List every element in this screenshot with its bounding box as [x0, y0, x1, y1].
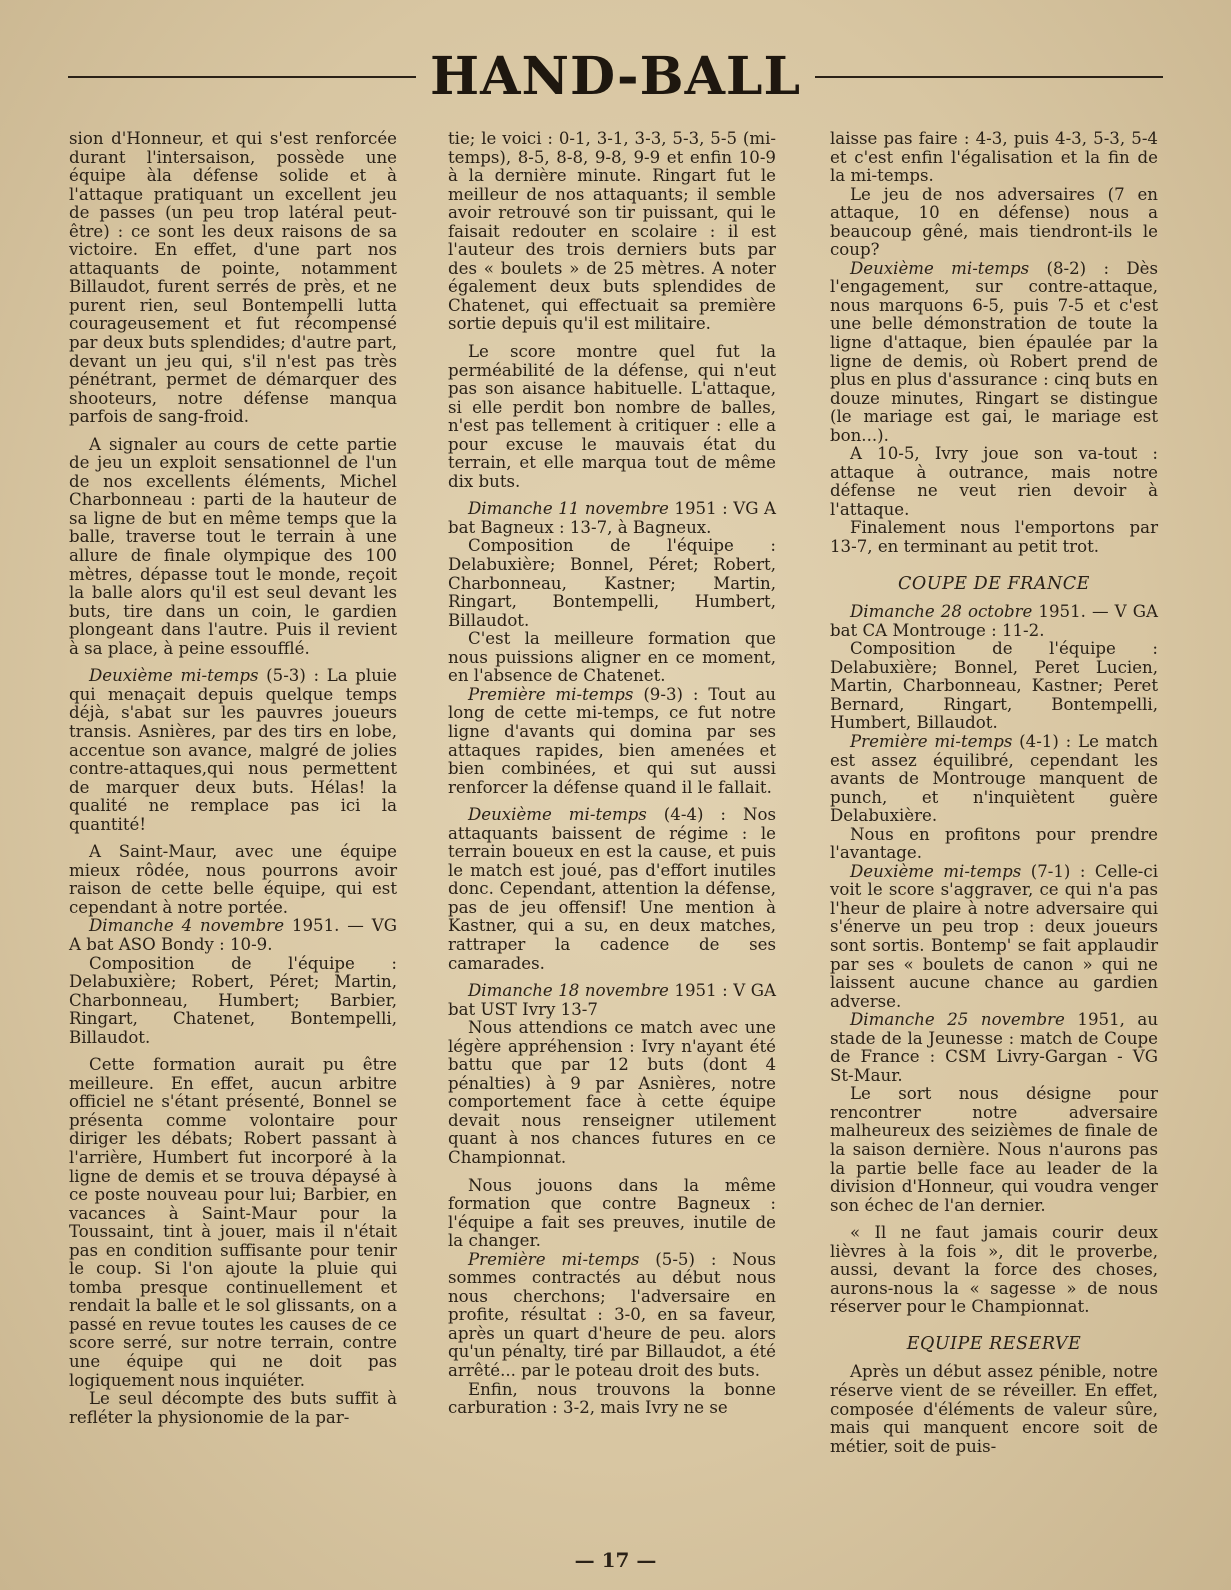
paragraph	[830, 1011, 1158, 1085]
paragraph: A 10-5, Ivry joue son va-tout : attaque à outrance, mais notre défense ne veut rien devoir à l'attaque.	[830, 444, 1158, 519]
paragraph-text: (5-5) : Nous sommes contractés au début nous nous cherchons; l'adversaire en profite, résultat : 3-0, en sa faveur, après un quart d'heure de peu. alors qu'un pénalty, tiré par Billaudot, a été arrêté... par le poteau droit des buts.	[448, 1249, 776, 1380]
subhead-label: Première mi-temps	[468, 1249, 640, 1269]
paragraph-text: (5-3) : La pluie qui menaçait depuis quelque temps déjà, s'abat sur les pauvres joueurs transis. Asnières, par des tirs en lobe, accentue son avance, malgré de jolies contre-attaques,qui nous permettent de marquer deux buts. Hélas! la qualité ne remplace pas ici la quantité!	[69, 666, 398, 834]
paragraph	[448, 806, 776, 973]
paragraph: Le jeu de nos adversaires (7 en attaque, 10 en défense) nous a beaucoup gêné, mais tiendront-ils le coup?	[830, 184, 1158, 260]
paragraph	[69, 917, 397, 954]
paragraph-text: 1951 : VG A bat Bagneux : 13-7, à Bagneux.	[448, 499, 776, 537]
paragraph	[448, 686, 776, 797]
page-number: — 17 —	[574, 1548, 657, 1572]
date-label: Dimanche 18 novembre	[468, 981, 669, 1001]
paragraph-text: 1951, au stade de la Jeunesse : match de Coupe de France : CSM Livry-Gargan - VG St-Maur.	[830, 1010, 1159, 1085]
paragraph: Nous en profitons pour prendre l'avantage.	[830, 824, 1158, 863]
section-header	[68, 42, 1163, 112]
article-column-1	[69, 130, 397, 1436]
paragraph: Composition de l'équipe : Delabuxière; Bonnel, Peret Lucien, Martin, Charbonneau, Kastner; Peret Bernard, Ringart, Bontempelli, Humbert, Billaudot.	[830, 639, 1158, 733]
paragraph: Après un début assez pénible, notre réserve vient de se réveiller. En effet, composée d'éléments de valeur sûre, mais qui manquent encore soit de métier, soit de puis-	[830, 1362, 1158, 1456]
paragraph: Nous attendions ce match avec une légère appréhension : Ivry n'ayant été battu que par 12 buts (dont 4 pénalties) à 9 par Asnières, notre comportement face à cette équipe devait nous renseigner utilement quant à nos chances futures en ce Championnat.	[448, 1018, 776, 1167]
paragraph: Le sort nous désigne pour rencontrer notre adversaire malheureux des seizièmes de finale de la saison dernière. Nous n'aurons pas la partie belle face au leader de la division d'Honneur, qui voudra venger son échec de l'an dernier.	[830, 1084, 1158, 1215]
paragraph: Composition de l'équipe : Delabuxière; Robert, Péret; Martin, Charbonneau, Humbert; Barbier, Ringart, Chatenet, Bontempelli, Billaudot.	[69, 953, 397, 1047]
subhead-label: Deuxième mi-temps	[89, 666, 259, 686]
paragraph-text: (9-3) : Tout au long de cette mi-temps, ce fut notre ligne d'avants qui domina par ses attaques rapides, bien amenées et bien combinées, et qui sut aussi renforcer la défense quand il le fallait.	[448, 684, 776, 797]
paragraph: Enfin, nous trouvons la bonne carburation : 3-2, mais Ivry ne se	[448, 1379, 776, 1418]
paragraph: laisse pas faire : 4-3, puis 4-3, 5-3, 5-4 et c'est enfin l'égalisation et la fin de la mi-temps.	[830, 129, 1158, 186]
paragraph: sion d'Honneur, et qui s'est renforcée durant l'intersaison, possède une équipe àla défense solide et à l'attaque pratiquant un excellent jeu de passes (un peu trop latéral peut-être) : ce sont les deux raisons de sa victoire. En effet, d'une part nos attaquants de pointe, notamment Billaudot, furent serrés de près, et ne purent rien, seul Bontempelli lutta courageusement et fut récompensé par deux buts splendides; d'autre part, devant un jeu qui, s'il n'est pas très pénétrant, permet de démarquer des shooteurs, notre défense manqua parfois de sang-froid.	[69, 129, 397, 427]
paragraph	[830, 260, 1158, 445]
article-column-3	[830, 130, 1158, 1465]
paragraph: Finalement nous l'emportons par 13-7, en terminant au petit trot.	[830, 518, 1158, 557]
paragraph	[830, 733, 1158, 826]
date-label: Dimanche 25 novembre	[850, 1010, 1065, 1030]
paragraph: Le seul décompte des buts suffit à refléter la physionomie de la par-	[69, 1389, 397, 1427]
paragraph-text: (4-1) : Le match est assez équilibré, cependant les avants de Montrouge manquent de punch, et n'inquiètent guère Delabuxière.	[830, 731, 1158, 826]
subhead-label: Première mi-temps	[468, 684, 634, 704]
paragraph	[448, 500, 776, 537]
paragraph	[69, 667, 397, 834]
paragraph-text: (7-1) : Celle-ci voit le score s'aggraver, ce qui n'a pas l'heur de plaire à notre adversaire qui s'énerve un peu trop : deux joueurs sont sortis. Bontemp' se fait applaudir par ses « boulets de canon » qui ne laissent aucune chance au gardien adverse.	[830, 861, 1158, 1011]
paragraph	[448, 1251, 776, 1381]
subhead-label: Deuxième mi-temps	[850, 258, 1030, 278]
subhead-label: Deuxième mi-temps	[850, 861, 1022, 881]
paragraph-text: 1951. — VG A bat ASO Bondy : 10-9.	[69, 916, 397, 954]
paragraph	[830, 603, 1158, 640]
date-label: Dimanche 4 novembre	[89, 916, 285, 936]
section-heading: COUPE DE FRANCE	[898, 573, 1090, 594]
section-heading: EQUIPE RESERVE	[906, 1333, 1082, 1354]
article-column-2	[448, 130, 776, 1427]
header-rule-left	[68, 76, 416, 78]
paragraph	[448, 982, 776, 1019]
paragraph-text: 1951 : V GA bat UST Ivry 13-7	[448, 981, 776, 1019]
paragraph-text: (4-4) : Nos attaquants baissent de régime : le terrain boueux en est la cause, et puis le match est joué, pas d'effort inutiles donc. Cependant, attention la défense, pas de jeu offensif! Une mention à Kastner, qui a su, en deux matches, rattraper la cadence de ses camarades.	[448, 805, 776, 973]
paragraph: A Saint-Maur, avec une équipe mieux rôdée, nous pourrons avoir raison de cette belle équipe, qui est cependant à notre portée.	[69, 842, 397, 917]
paragraph: Nous jouons dans la même formation que contre Bagneux : l'équipe a fait ses preuves, inutile de la changer.	[448, 1175, 776, 1251]
section-title: HAND-BALL	[429, 46, 802, 107]
paragraph: Le score montre quel fut la perméabilité de la défense, qui n'eut pas son aisance habituelle. L'attaque, si elle perdit bon nombre de balles, n'est pas tellement à critiquer : elle a pour excuse le mauvais état du terrain, et elle marqua tout de même dix buts.	[448, 342, 776, 491]
paragraph: Cette formation aurait pu être meilleure. En effet, aucun arbitre officiel ne s'étant présenté, Bonnel se présenta comme volontaire pour diriger les débats; Robert passant à l'arrière, Humbert fut incorporé à la ligne de demis et se trouva dépaysé à ce poste nouveau pour lui; Barbier, en vacances à Saint-Maur pour la Toussaint, tint à jouer, mais il n'était pas en condition suffisante pour tenir le coup. Si l'on ajoute la pluie qui tomba presque continuellement et rendait la balle et le sol glissants, on a passé en revue toutes les causes de ce score serré, sur notre terrain, contre une équipe qui ne doit pas logiquement nous inquiéter.	[69, 1055, 397, 1390]
paragraph: « Il ne faut jamais courir deux lièvres à la fois », dit le proverbe, aussi, devant la force des choses, aurons-nous la « sagesse » de nous réserver pour le Championnat.	[830, 1223, 1158, 1317]
date-label: Dimanche 28 octobre	[850, 602, 1033, 622]
paragraph	[830, 863, 1158, 1011]
paragraph: Composition de l'équipe : Delabuxière; Bonnel, Péret; Robert, Charbonneau, Kastner; Martin, Ringart, Bontempelli, Humbert, Billaudot.	[448, 536, 776, 630]
paragraph: A signaler au cours de cette partie de jeu un exploit sensationnel de l'un de nos excellents éléments, Michel Charbonneau : parti de la hauteur de sa ligne de but en même temps que la balle, traverse tout le terrain à une allure de finale olympique des 100 mètres, dépasse tout le monde, reçoit la balle alors qu'il est seul devant les buts, tire dans un coin, le gardien plongeant dans l'autre. Puis il revient à sa place, à peine essoufflé.	[69, 434, 397, 658]
paragraph: C'est la meilleure formation que nous puissions aligner en ce moment, en l'absence de Chatenet.	[448, 629, 776, 686]
subhead-label: Première mi-temps	[850, 731, 1013, 751]
paragraph-text: 1951. — V GA bat CA Montrouge : 11-2.	[830, 602, 1158, 640]
paragraph-text: (8-2) : Dès l'engagement, sur contre-attaque, nous marquons 6-5, puis 7-5 et c'est une belle démonstration de toute la ligne d'attaque, bien épaulée par la ligne de demis, où Robert prend de plus en plus d'assurance : cinq buts en douze minutes, Ringart se distingue (le mariage est gai, le mariage est bon...).	[830, 258, 1158, 445]
header-rule-right	[815, 76, 1163, 78]
date-label: Dimanche 11 novembre	[468, 499, 669, 519]
paragraph: tie; le voici : 0-1, 3-1, 3-3, 5-3, 5-5 (mi-temps), 8-5, 8-8, 9-8, 9-9 et enfin 10-9 à la dernière minute. Ringart fut le meilleur de nos attaquants; il semble avoir retrouvé son tir puissant, qui le faisait redouter en scolaire : il est l'auteur des trois derniers buts par des « boulets » de 25 mètres. A noter également deux buts splendides de Chatenet, qui effectuait sa première sortie depuis qu'il est militaire.	[448, 129, 776, 334]
subhead-label: Deuxième mi-temps	[468, 805, 647, 825]
